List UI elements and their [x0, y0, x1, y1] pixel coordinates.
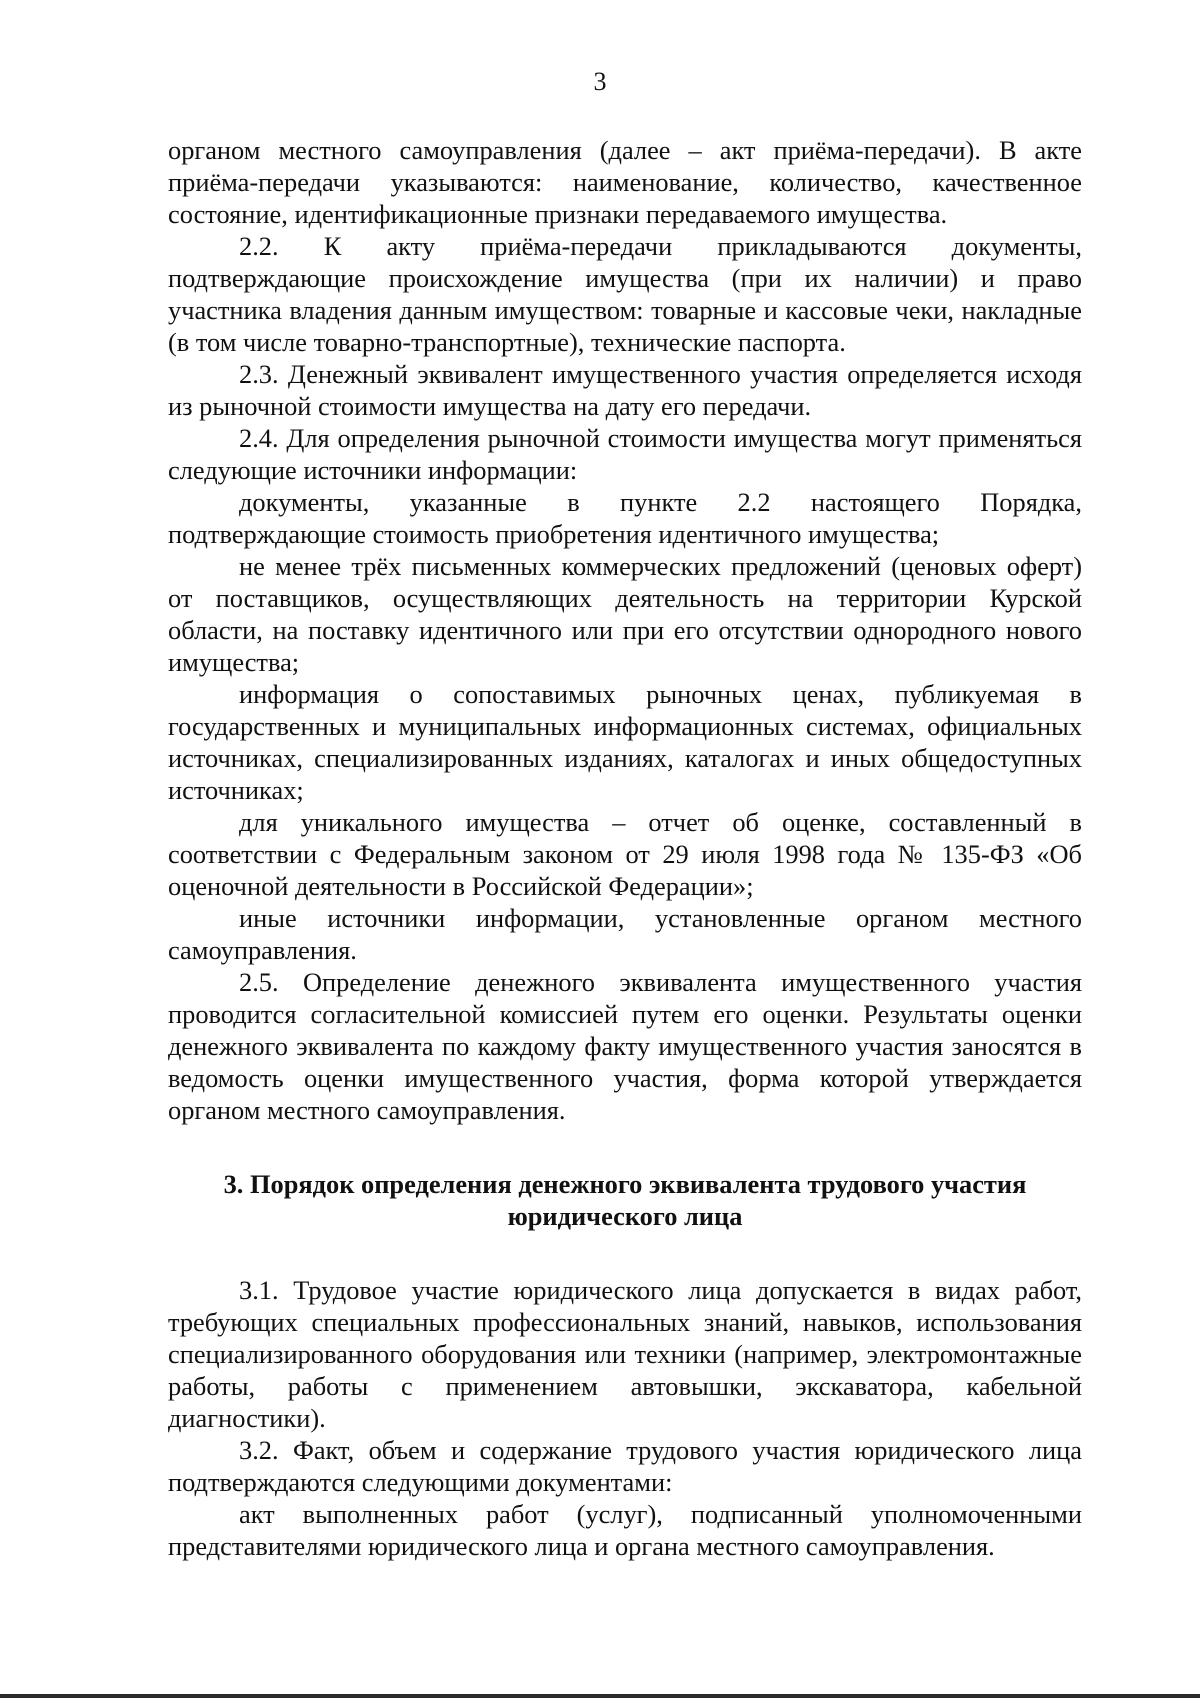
paragraph-2-5: 2.5. Определение денежного эквивалента имущественного участия проводится согласительной комиссией путем его оценки. Результаты оценки денежного эквивалента по каждому факту имущественного участия заносятся в ведомость оценки имущественного участия, форма которой утверждается органом местного самоуправления.	[168, 967, 1082, 1125]
list-item-work-act: акт выполненных работ (услуг), подписанный уполномоченными представителями юридического лица и органа местного самоуправления.	[168, 1499, 1082, 1561]
section-heading-line-2: юридического лица	[507, 1201, 743, 1231]
section-heading-line-1: 3. Порядок определения денежного эквивалента трудового участия	[223, 1169, 1027, 1199]
paragraph-act-description: органом местного самоуправления (далее – акт приёма-передачи). В акте приёма-передачи указываются: наименование, количество, качественное состояние, идентификационные признаки передаваемого имущества.	[168, 135, 1082, 229]
paragraph-2-4: 2.4. Для определения рыночной стоимости имущества могут применяться следующие источники информации:	[168, 423, 1082, 485]
scan-edge-line	[0, 1694, 1200, 1698]
paragraph-3-2: 3.2. Факт, объем и содержание трудового участия юридического лица подтверждаются следующими документами:	[168, 1435, 1082, 1497]
spacer	[168, 1126, 1082, 1168]
list-item-unique-property: для уникального имущества – отчет об оценке, составленный в соответствии с Федеральным законом от 29 июля 1998 года № 135-ФЗ «Об оценочной деятельности в Российской Федерации»;	[168, 807, 1082, 901]
list-item-other-sources: иные источники информации, установленные органом местного самоуправления.	[168, 903, 1082, 965]
list-item-offers: не менее трёх письменных коммерческих предложений (ценовых оферт) от поставщиков, осуществляющих деятельность на территории Курской области, на поставку идентичного или при его отсутствии однородного нового имущества;	[168, 551, 1082, 677]
page-number: 3	[593, 67, 607, 96]
list-item-documents: документы, указанные в пункте 2.2 настоящего Порядка, подтверждающие стоимость приобретения идентичного имущества;	[168, 487, 1082, 549]
paragraph-2-2: 2.2. К акту приёма-передачи прикладываются документы, подтверждающие происхождение имущества (при их наличии) и право участника владения данным имуществом: товарные и кассовые чеки, накладные (в том числе товарно-транспортные), технические паспорта.	[168, 231, 1082, 357]
document-body	[168, 134, 1082, 1562]
paragraph-3-1: 3.1. Трудовое участие юридического лица допускается в видах работ, требующих специальных профессиональных знаний, навыков, использования специализированного оборудования или техники (например, электромонтажные работы, работы с применением автовышки, экскаватора, кабельной диагностики).	[168, 1275, 1082, 1433]
list-item-market-prices: информация о сопоставимых рыночных ценах, публикуемая в государственных и муниципальных информационных системах, официальных источниках, специализированных изданиях, каталогах и иных общедоступных источниках;	[168, 679, 1082, 805]
paragraph-2-3: 2.3. Денежный эквивалент имущественного участия определяется исходя из рыночной стоимости имущества на дату его передачи.	[168, 359, 1082, 421]
spacer	[168, 1232, 1082, 1274]
